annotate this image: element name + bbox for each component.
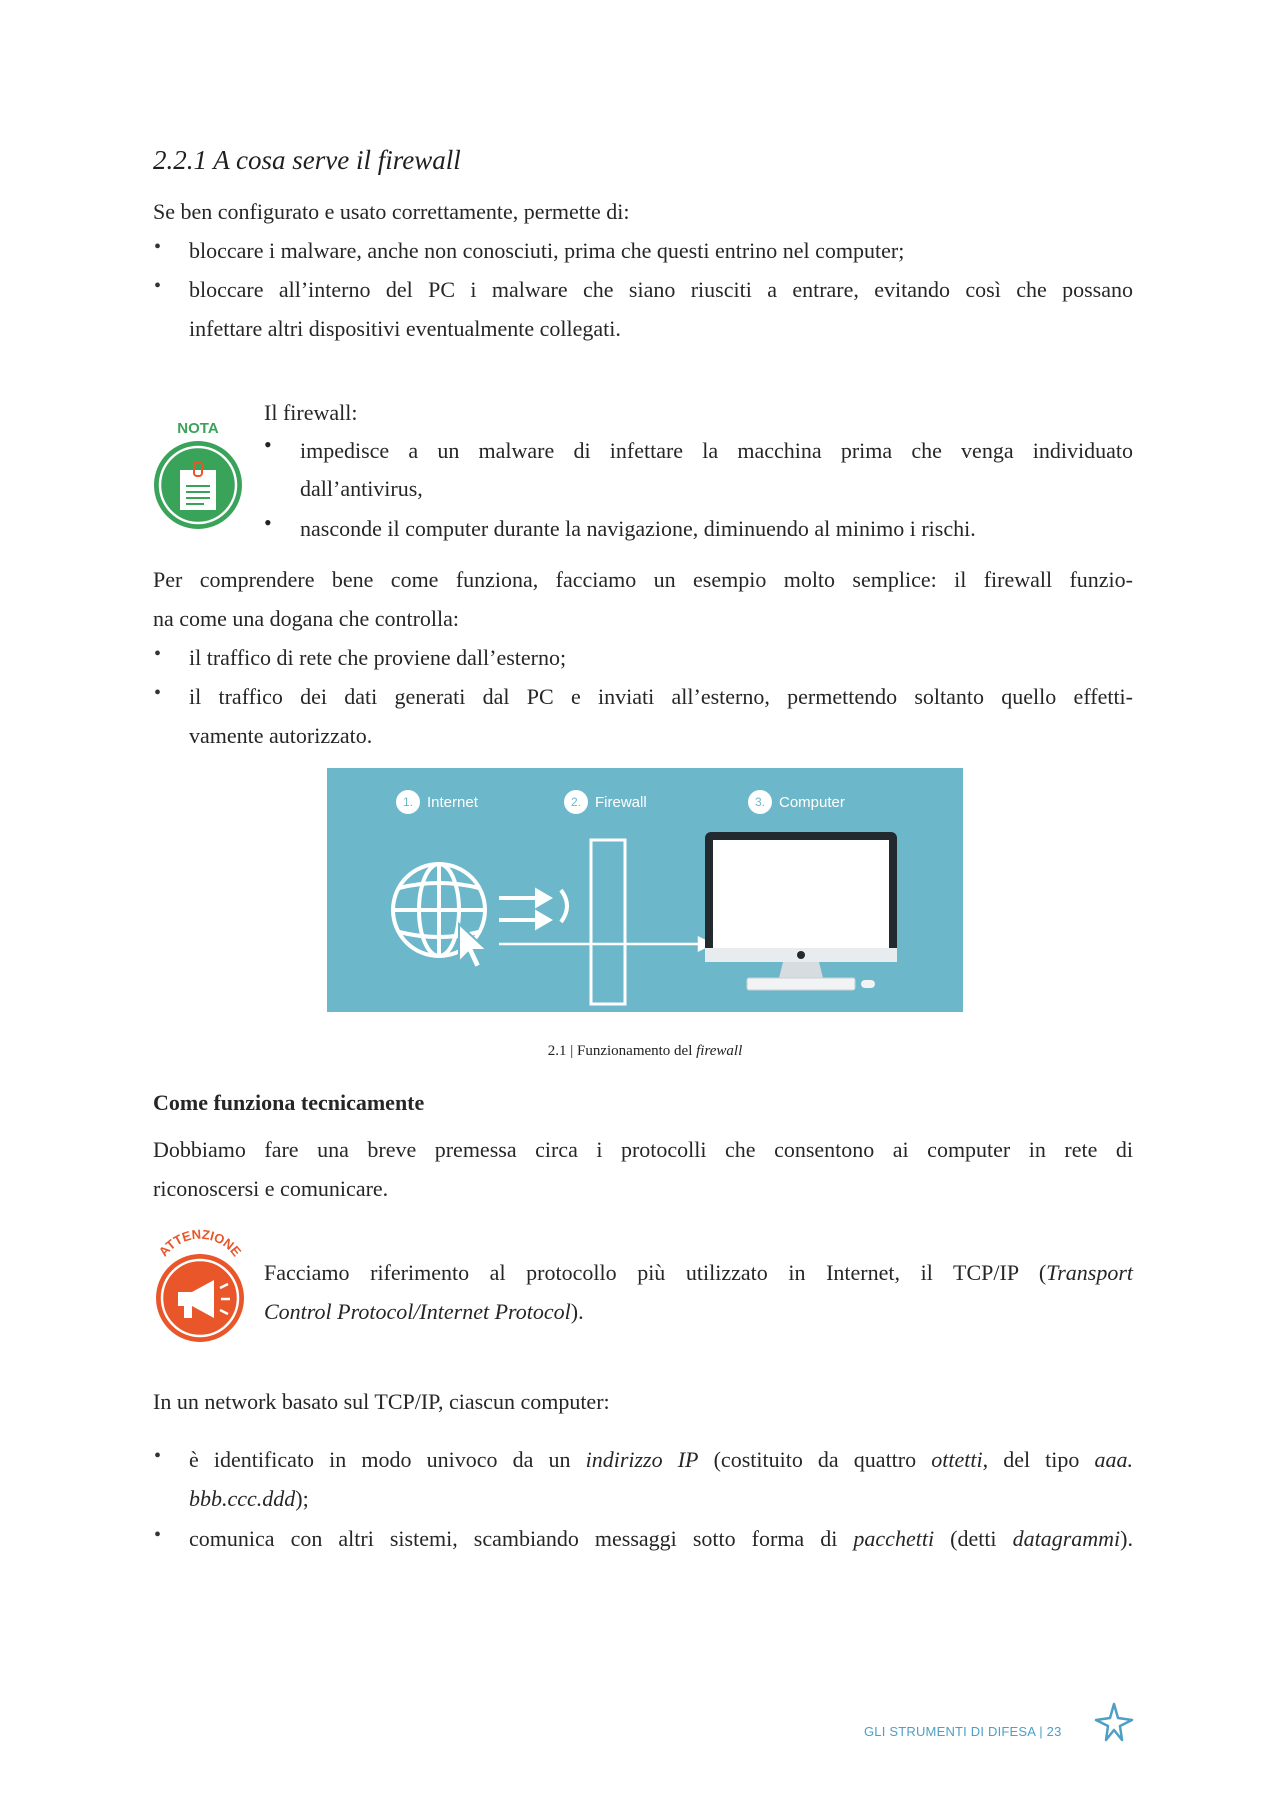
paragraph-line: riconoscersi e comunicare. — [153, 1176, 389, 1201]
nota-badge-label: NOTA — [177, 420, 219, 437]
text-run: , del tipo — [982, 1447, 1095, 1472]
firewall-wall — [591, 840, 625, 1004]
list-item: il traffico dei dati generati dal PC e inviati all’esterno, permettendo soltanto quello effetti- — [189, 684, 1133, 709]
firewall-diagram — [327, 768, 963, 1012]
step-computer — [748, 790, 845, 814]
attenzione-italic: Transport — [1046, 1260, 1133, 1285]
nota-badge — [148, 410, 250, 538]
step-firewall — [564, 790, 647, 814]
text-run: (detti — [934, 1526, 1013, 1551]
allowed-arrow — [499, 938, 711, 950]
bullet: • — [264, 432, 272, 457]
list-item: bloccare i malware, anche non conosciuti, prima che questi entrino nel computer; — [189, 238, 905, 263]
list-item: il traffico di rete che proviene dall’esterno; — [189, 645, 567, 670]
caption-text: 2.1 | Funzionamento del — [547, 1043, 697, 1059]
section-number: 2.2.1 — [153, 145, 207, 175]
paragraph-line: na come una dogana che controlla: — [153, 606, 460, 631]
text-run-italic: aaa. — [1094, 1447, 1134, 1472]
bullet: • — [154, 682, 162, 704]
list-item: bloccare all’interno del PC i malware che siano riusciti a entrare, evitando così che possano — [189, 277, 1133, 302]
figure-caption — [327, 1043, 963, 1060]
bullet: • — [154, 643, 162, 665]
cursor-icon — [459, 924, 487, 968]
attenzione-line — [264, 1254, 1133, 1292]
computer-icon — [705, 832, 897, 990]
nota-intro: Il firewall: — [264, 400, 358, 425]
text-run-italic: datagrammi — [1012, 1526, 1121, 1551]
bullet: • — [154, 1524, 162, 1546]
paragraph-line: In un network basato sul TCP/IP, ciascun computer: — [153, 1389, 610, 1414]
star-icon — [1092, 1700, 1136, 1744]
page-footer: GLI STRUMENTI DI DIFESA | 23 — [864, 1724, 1062, 1739]
svg-text:3.: 3. — [754, 795, 766, 809]
blocked-arrows — [499, 890, 567, 927]
nota-item: impedisce a un malware di infettare la macchina prima che venga individuato — [300, 438, 1133, 463]
text-run-italic: ottetti — [931, 1447, 983, 1472]
list-item — [189, 1441, 1133, 1479]
text-run: ). — [1120, 1526, 1133, 1551]
text-run-italic: pacchetti — [853, 1526, 935, 1551]
bullet: • — [154, 236, 162, 258]
bullet: • — [154, 1445, 162, 1467]
attenzione-line — [264, 1293, 584, 1331]
svg-text:Computer: Computer — [779, 794, 845, 811]
attenzione-text: ). — [570, 1299, 584, 1324]
firewall-figure — [327, 768, 963, 1012]
attenzione-badge-label: ATTENZIONE — [155, 1226, 245, 1260]
section-heading — [153, 145, 461, 176]
text-run: (costituito da quattro — [698, 1447, 932, 1472]
nota-item: nasconde il computer durante la navigazione, diminuendo al minimo i rischi. — [300, 516, 976, 541]
text-run-italic: bbb.ccc.ddd — [189, 1486, 296, 1511]
intro-paragraph: Se ben configurato e usato correttamente, permette di: — [153, 199, 630, 224]
list-item-continuation: infettare altri dispositivi eventualmente collegati. — [189, 316, 621, 341]
text-run: è identificato in modo univoco da un — [189, 1447, 586, 1472]
attenzione-badge — [148, 1226, 252, 1346]
list-item-continuation: vamente autorizzato. — [189, 723, 373, 748]
svg-text:2.: 2. — [570, 795, 582, 809]
nota-item-continuation: dall’antivirus, — [300, 476, 423, 501]
attenzione-italic: Control Protocol/Internet Protocol — [264, 1299, 571, 1324]
paragraph-line: Dobbiamo fare una breve premessa circa i protocolli che consentono ai computer in rete di — [153, 1137, 1133, 1162]
paragraph-line: Per comprendere bene come funziona, facciamo un esempio molto semplice: il firewall funzio- — [153, 567, 1133, 592]
bullet: • — [154, 275, 162, 297]
svg-text:1.: 1. — [402, 795, 414, 809]
text-run-italic: indirizzo IP — [585, 1447, 699, 1472]
list-item — [189, 1520, 1133, 1558]
attenzione-text: Facciamo riferimento al protocollo più utilizzato in Internet, il TCP/IP ( — [264, 1260, 1047, 1285]
section-title: A cosa serve il firewall — [213, 145, 461, 175]
subheading: Come funziona tecnicamente — [153, 1090, 425, 1115]
step-internet — [396, 790, 479, 814]
bullet: • — [264, 510, 272, 535]
list-item-continuation — [189, 1480, 309, 1518]
svg-text:Firewall: Firewall — [595, 794, 647, 811]
caption-italic: firewall — [696, 1043, 743, 1059]
text-run: ); — [295, 1486, 309, 1511]
svg-text:Internet: Internet — [427, 794, 478, 811]
text-run: comunica con altri sistemi, scambiando messaggi sotto forma di — [189, 1526, 854, 1551]
